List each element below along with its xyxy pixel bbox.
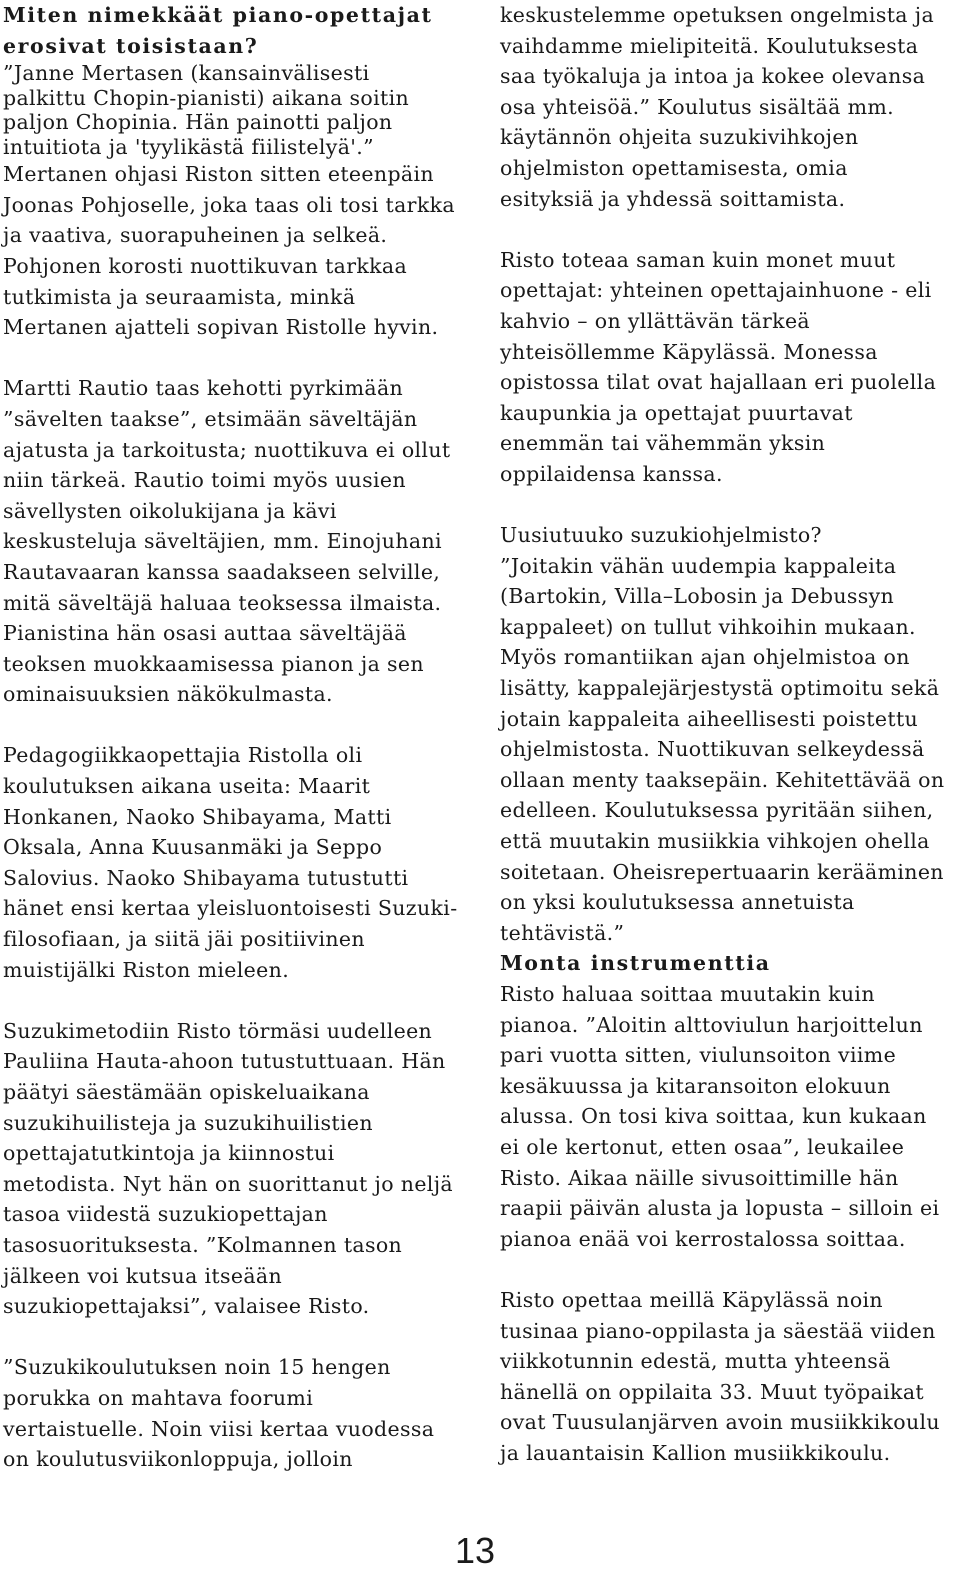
paragraph-workplaces: Risto opettaa meillä Käpylässä noin tusinaa piano-oppilasta ja säestää viiden viikkotunnin edestä, mutta yhteensä hänellä on oppilaita 33. Muut työpaikat ovat Tuusulanjärven avoin musiikkikoulu ja lauantaisin Kallion musiikkikoulu.: [500, 1287, 940, 1465]
left-column: [3, 0, 463, 1475]
paragraph-suzuki-group: ”Suzukikoulutuksen noin 15 hengen porukka on mahtava foorumi vertaistuelle. Noin viisi kertaa vuodessa on koulutusviikonloppuja, jolloin: [3, 1355, 435, 1472]
right-column: [500, 0, 960, 1469]
section-heading-instruments: Monta instrumenttia: [500, 951, 771, 976]
page-number: 13: [455, 1530, 496, 1571]
paragraph-teachers-styles: ”Janne Mertasen (kansainvälisesti palkittu Chopin-pianisti) aikana soitin paljon Chopinia. Hän painotti paljon intuitiota ja 'tyylikästä fiilistelyä'.” Mertanen ohjasi Riston sitten eteenpäin Joonas Pohjoselle, joka taas oli tosi tarkka ja vaativa, suorapuheinen ja selkeä. Pohjonen korosti nuottikuvan tarkkaa tutkimista ja seuraamista, minkä Mertanen ajatteli sopivan Ristolle hyvin.: [3, 61, 455, 340]
paragraph-suzuki-method: Suzukimetodiin Risto törmäsi uudelleen Pauliina Hauta-ahoon tutustuttuaan. Hän päätyi säestämään opiskeluaikana suzukihuilisteja ja suzukihuilistien opettajatutkintoja ja kiinnostui metodista. Nyt hän on suorittanut jo neljä tasoa viidestä suzukiopettajan tasosuorituksesta. ”Kolmannen tason jälkeen voi kutsua itseään suzukiopettajaksi”, valaisee Risto.: [3, 1018, 453, 1319]
paragraph-other-instruments: Risto haluaa soittaa muutakin kuin pianoa. ”Aloitin alttoviulun harjoittelun pari vuotta sitten, viulunsoiton viime kesäkuussa ja kitaransoiton elokuun alussa. On tosi kiva soittaa, kun kukaan ei ole kertonut, etten osaa”, leukailee Risto. Aikaa näille sivusoittimille hän raapii päivän alusta ja lopusta – silloin ei pianoa enää voi kerrostalossa soittaa.: [500, 982, 940, 1251]
paragraph-repertoire: Uusiutuuko suzukiohjelmisto? ”Joitakin vähän uudempia kappaleita (Bartokin, Villa–Lobosin ja Debussyn kappaleet) on tullut vihkoihin mukaan. Myös romantiikan ajan ohjelmistoa on lisätty, kappalejärjestystä optimoitu sekä jotain kappaleita aiheellisesti poistettu ohjelmistosta. Nuottikuvan selkeydessä ollaan menty taaksepäin. Kehitettävää on edelleen. Koulutuksessa pyritään siihen, että muutakin musiikkia vihkojen ohella soitetaan. Oheisrepertuaarin kerääminen on yksi koulutuksessa annetuista tehtävistä.”: [500, 523, 945, 945]
paragraph-pedagogy-teachers: Pedagogiikkaopettajia Ristolla oli koulutuksen aikana useita: Maarit Honkanen, Naoko Shibayama, Matti Oksala, Anna Kuusanmäki ja Seppo Salovius. Naoko Shibayama tutustutti hänet ensi kertaa yleisluontoisesti Suzuki- filosofiaan, ja siitä jäi positiivinen muistijälki Riston mieleen.: [3, 743, 458, 982]
paragraph-rautio: Martti Rautio taas kehotti pyrkimään ”sävelten taakse”, etsimään säveltäjän ajatusta ja tarkoitusta; nuottikuva ei ollut niin tärkeä. Rautio toimi myös uusien sävellysten oikolukijana ja kävi keskusteluja säveltäjien, mm. Einojuhani Rautavaaran kanssa saadakseen selville, mitä säveltäjä haluaa teoksessa ilmaista. Pianistina hän osasi auttaa säveltäjää teoksen muokkaamisessa pianon ja sen ominaisuuksien näkökulmasta.: [3, 376, 451, 707]
section-heading: Miten nimekkäät piano-opettajat erosivat toisistaan?: [3, 3, 433, 58]
paragraph-training-content: keskustelemme opetuksen ongelmista ja vaihdamme mielipiteitä. Koulutuksesta saa työkaluja ja intoa ja kokee olevansa osa yhteisöä.” Koulutus sisältää mm. käytännön ohjeita suzukivihkojen ohjelmiston opettamisesta, omia esityksiä ja yhdessä soittamista.: [500, 3, 935, 211]
paragraph-teachers-room: Risto toteaa saman kuin monet muut opettajat: yhteinen opettajainhuone - eli kahvio – on yllättävän tärkeä yhteisöllemme Käpylässä. Monessa opistossa tilat ovat hajallaan eri puolella kaupunkia ja opettajat puurtavat enemmän tai vähemmän yksin oppilaidensa kanssa.: [500, 247, 937, 486]
